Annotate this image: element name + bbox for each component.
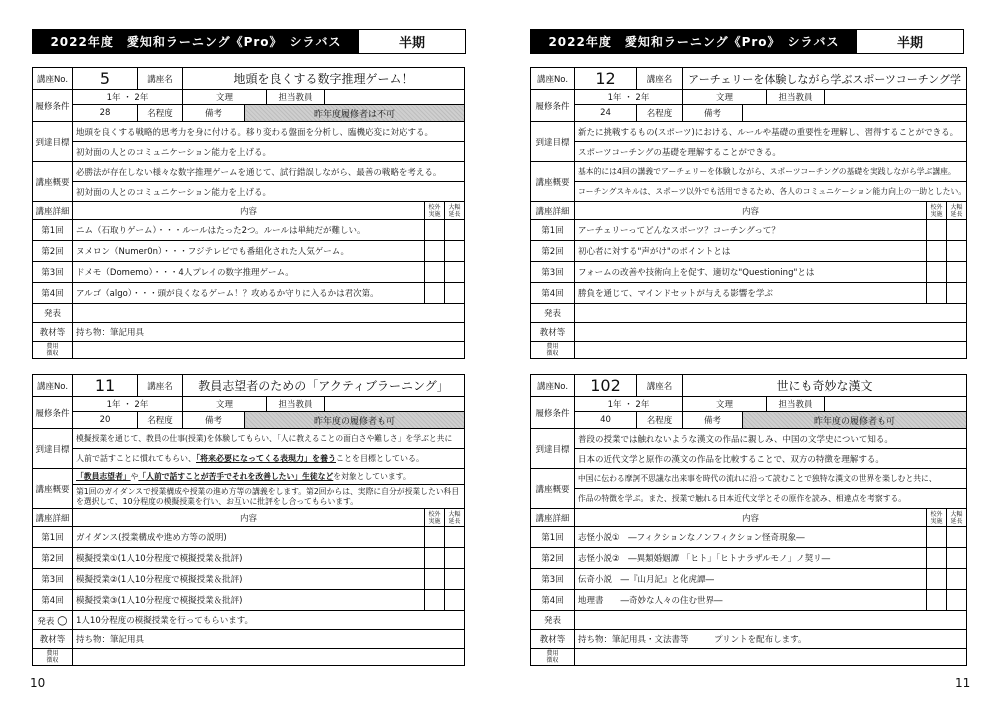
session-content: ニム（石取りゲーム）・・・ルールはたった2つ。ルールは単純だが難しい。 <box>73 220 425 241</box>
session-content: 地理書 ―奇妙な人々の住む世界― <box>575 590 927 611</box>
extended-cell <box>947 220 967 241</box>
overview-label: 講座概要 <box>33 469 73 509</box>
course-no-label: 講座No. <box>33 375 73 397</box>
track: 文理 <box>683 397 767 412</box>
syllabus-title: 2022年度 愛知和ラーニング《Pro》 シラバス <box>33 30 359 53</box>
goal-line: 新たに挑戦するもの(スポーツ)における、ルールや基礎の重要性を理解し、習得することができる。 <box>575 122 967 142</box>
presentation-value <box>575 304 967 323</box>
session-content: アーチェリーってどんなスポーツ？コーチングって？ <box>575 220 927 241</box>
instructor-value <box>325 90 465 105</box>
course-name-label: 講座名 <box>138 68 183 90</box>
session-label: 第3回 <box>531 262 575 283</box>
overview-line: コーチングスキルは、スポーツ以外でも活用できるため、各人のコミュニケーション能力向上の一助としたい。 <box>575 182 967 202</box>
course-name-label: 講座名 <box>637 68 683 90</box>
course-number: 102 <box>575 375 637 397</box>
fees-value <box>575 342 967 359</box>
offsite-header: 校外 実施 <box>927 509 947 527</box>
session-content: 初心者に対する"声がけ"のポイントとは <box>575 241 927 262</box>
session-content: ドメモ（Domemo）・・・4人プレイの数字推理ゲーム。 <box>73 262 425 283</box>
offsite-cell <box>927 569 947 590</box>
course-name: アーチェリーを体験しながら学ぶスポーツコーチング学 <box>683 68 967 90</box>
offsite-cell <box>425 283 445 304</box>
track: 文理 <box>183 90 267 105</box>
course-table <box>530 67 967 359</box>
capacity: 24 <box>575 105 637 122</box>
overview-line: 基本的には4回の講義でアーチェリーを体験しながら、スポーツコーチングの基礎を実践しながら学ぶ講座。 <box>575 162 967 182</box>
goals-label: 到達目標 <box>531 122 575 162</box>
fees-value <box>73 342 465 359</box>
goals-label: 到達目標 <box>33 122 73 162</box>
remarks-label: 備考 <box>183 105 245 122</box>
instructor-value <box>825 90 967 105</box>
grades: 1年 ・ 2年 <box>73 397 183 412</box>
extended-cell <box>445 527 465 548</box>
overview-line: 必勝法が存在しない様々な数字推理ゲームを通じて、試行錯誤しながら、最善の戦略を考える。 <box>73 162 465 182</box>
extended-cell <box>947 590 967 611</box>
extended-cell <box>947 527 967 548</box>
course-no-label: 講座No. <box>33 68 73 90</box>
materials-value: 持ち物：筆記用具 <box>73 323 465 342</box>
presentation-value: 1人10分程度の模擬授業を行ってもらいます。 <box>73 611 465 630</box>
course-name: 教員志望者のための「アクティブラーニング」 <box>183 375 465 397</box>
capacity-suffix: 名程度 <box>138 105 183 122</box>
capacity: 40 <box>575 412 637 429</box>
extended-header: 大幅 延長 <box>445 202 465 220</box>
course-table <box>32 67 465 359</box>
goal-text: 人前で話すことに慣れてもらい、 <box>76 454 196 463</box>
offsite-header: 校外 実施 <box>927 202 947 220</box>
page-right <box>500 0 1000 705</box>
presentation-label: 発表 <box>531 611 575 630</box>
course-name-label: 講座名 <box>637 375 683 397</box>
offsite-cell <box>927 262 947 283</box>
grades: 1年 ・ 2年 <box>73 90 183 105</box>
session-label: 第1回 <box>33 527 73 548</box>
fees-label: 費用 徴収 <box>33 342 73 359</box>
extended-cell <box>947 548 967 569</box>
remark-value: 昨年度の履修者も可 <box>743 412 967 429</box>
offsite-cell <box>927 283 947 304</box>
offsite-cell <box>927 590 947 611</box>
goals-label: 到達目標 <box>33 429 73 469</box>
offsite-cell <box>425 220 445 241</box>
session-label: 第3回 <box>33 569 73 590</box>
overview-label: 講座概要 <box>531 469 575 509</box>
session-content: 模擬授業①(1人10分程度で模擬授業＆批評) <box>73 548 425 569</box>
offsite-cell <box>927 241 947 262</box>
track: 文理 <box>183 397 267 412</box>
overview-label: 講座概要 <box>531 162 575 202</box>
extended-cell <box>445 590 465 611</box>
course-number: 11 <box>73 375 138 397</box>
capacity-suffix: 名程度 <box>637 412 683 429</box>
content-header: 内容 <box>575 509 927 527</box>
extended-header: 大幅 延長 <box>445 509 465 527</box>
content-header: 内容 <box>575 202 927 220</box>
remark-value: 昨年度の履修者も可 <box>245 412 465 429</box>
session-label: 第4回 <box>531 590 575 611</box>
offsite-cell <box>927 548 947 569</box>
overview-line: 第1回のガイダンスで授業構成や授業の進め方等の講義をします。第2回からは、実際に自分が授業したい科目を選択して、10分程度の模擬授業を行い、お互いに批評をし合ってもらいます。 <box>73 485 465 509</box>
extended-header: 大幅 延長 <box>947 202 967 220</box>
presentation-value <box>73 304 465 323</box>
grades: 1年 ・ 2年 <box>575 397 683 412</box>
goals-label: 到達目標 <box>531 429 575 469</box>
overview-emphasis: 「教員志望者」 <box>76 472 131 481</box>
fees-value <box>575 649 967 666</box>
materials-label: 教材等 <box>531 630 575 649</box>
goal-text: ことを目標としている。 <box>336 454 424 463</box>
materials-label: 教材等 <box>531 323 575 342</box>
extended-cell <box>445 241 465 262</box>
instructor-value <box>825 397 967 412</box>
term-label: 半期 <box>857 30 963 53</box>
offsite-cell <box>425 569 445 590</box>
offsite-header: 校外 実施 <box>425 509 445 527</box>
goal-line: 日本の近代文学と原作の漢文の作品を比較することで、双方の特徴を理解する。 <box>575 449 967 469</box>
page-number: 10 <box>30 676 46 690</box>
session-content: アルゴ（algo）・・・頭が良くなるゲーム！？攻めるか守りに入るかは君次第。 <box>73 283 425 304</box>
presentation-value <box>575 611 967 630</box>
fees-label: 費用 徴収 <box>33 649 73 666</box>
instructor-label: 担当教員 <box>767 90 825 105</box>
extended-cell <box>445 220 465 241</box>
goal-line: 初対面の人とのコミュニケーション能力を上げる。 <box>73 142 465 162</box>
page-header <box>530 29 964 54</box>
session-content: 模擬授業②(1人10分程度で模擬授業＆批評) <box>73 569 425 590</box>
capacity: 28 <box>73 105 138 122</box>
session-content: 模擬授業③(1人10分程度で模擬授業＆批評) <box>73 590 425 611</box>
remark-value <box>743 105 967 122</box>
capacity: 20 <box>73 412 138 429</box>
session-label: 第2回 <box>531 548 575 569</box>
overview-line <box>73 469 465 485</box>
session-label: 第1回 <box>531 220 575 241</box>
session-label: 第4回 <box>33 590 73 611</box>
course-name-label: 講座名 <box>138 375 183 397</box>
session-label: 第4回 <box>531 283 575 304</box>
session-content: 勝負を通じて、マインドセットが与える影響を学ぶ <box>575 283 927 304</box>
session-content: ヌメロン（Numer0n）・・・フジテレビでも番組化された人気ゲーム。 <box>73 241 425 262</box>
page-number: 11 <box>955 676 971 690</box>
requirements-label: 履修条件 <box>33 90 73 122</box>
goal-line: 地頭を良くする戦略的思考力を身に付ける。移り変わる盤面を分析し、臨機応変に対応する。 <box>73 122 465 142</box>
course-name: 世にも奇妙な漢文 <box>683 375 967 397</box>
goal-line <box>73 449 465 469</box>
track: 文理 <box>683 90 767 105</box>
course-name: 地頭を良くする数字推理ゲーム！ <box>183 68 465 90</box>
session-content: ガイダンス(授業構成や進め方等の説明) <box>73 527 425 548</box>
instructor-label: 担当教員 <box>267 397 325 412</box>
fees-value <box>73 649 465 666</box>
overview-line: 作品の特徴を学ぶ。また、授業で触れる日本近代文学とその原作を読み、相違点を考察する。 <box>575 489 967 509</box>
goal-line: 普段の授業では触れないような漢文の作品に親しみ、中国の文学史について知る。 <box>575 429 967 449</box>
remarks-label: 備考 <box>683 105 743 122</box>
content-header: 内容 <box>73 509 425 527</box>
fees-label: 費用 徴収 <box>531 649 575 666</box>
details-label: 講座詳細 <box>33 509 73 527</box>
extended-cell <box>947 569 967 590</box>
session-label: 第2回 <box>531 241 575 262</box>
goal-emphasis: 「将来必要になってくる表現力」を養う <box>196 454 336 463</box>
course-no-label: 講座No. <box>531 375 575 397</box>
offsite-cell <box>425 262 445 283</box>
overview-line: 初対面の人とのコミュニケーション能力を上げる。 <box>73 182 465 202</box>
instructor-value <box>325 397 465 412</box>
session-content: 志怪小説② ―異類婚姻譚 「ヒト」「ヒトナラザルモノ」ノ契リ― <box>575 548 927 569</box>
content-header: 内容 <box>73 202 425 220</box>
goal-line: 模擬授業を通じて、教員の仕事(授業)を体験してもらい、「人に教えることの面白さや難しさ」を学ぶと共に <box>73 429 465 449</box>
details-label: 講座詳細 <box>33 202 73 220</box>
materials-value: 持ち物：筆記用具 <box>73 630 465 649</box>
session-label: 第1回 <box>33 220 73 241</box>
presentation-label: 発表 <box>531 304 575 323</box>
session-content: 伝奇小説 ―『山月記』と化虎譚― <box>575 569 927 590</box>
extended-cell <box>445 283 465 304</box>
syllabus-title: 2022年度 愛知和ラーニング《Pro》 シラバス <box>531 30 857 53</box>
course-number: 12 <box>575 68 637 90</box>
requirements-label: 履修条件 <box>33 397 73 429</box>
presentation-label: 発表 <box>33 304 73 323</box>
extended-cell <box>445 569 465 590</box>
presentation-mark: ○ <box>57 613 68 627</box>
capacity-suffix: 名程度 <box>138 412 183 429</box>
extended-cell <box>947 283 967 304</box>
details-label: 講座詳細 <box>531 202 575 220</box>
course-table <box>530 374 967 666</box>
grades: 1年 ・ 2年 <box>575 90 683 105</box>
session-content: 志怪小説① ―フィクションなノンフィクション怪奇現象― <box>575 527 927 548</box>
materials-label: 教材等 <box>33 323 73 342</box>
overview-emphasis: 「人前で話すことが苦手でそれを改善したい」生徒など <box>138 472 334 481</box>
course-number: 5 <box>73 68 138 90</box>
offsite-cell <box>425 548 445 569</box>
requirements-label: 履修条件 <box>531 397 575 429</box>
materials-label: 教材等 <box>33 630 73 649</box>
remarks-label: 備考 <box>683 412 743 429</box>
presentation-label <box>33 611 73 630</box>
session-label: 第4回 <box>33 283 73 304</box>
offsite-cell <box>425 241 445 262</box>
term-label: 半期 <box>359 30 465 53</box>
materials-value: 持ち物：筆記用具・文法書等 プリントを配布します。 <box>575 630 967 649</box>
session-content: フォームの改善や技術向上を促す、適切な"Questioning"とは <box>575 262 927 283</box>
session-label: 第2回 <box>33 548 73 569</box>
remark-value: 昨年度履修者は不可 <box>245 105 465 122</box>
instructor-label: 担当教員 <box>267 90 325 105</box>
extended-cell <box>947 241 967 262</box>
offsite-cell <box>425 590 445 611</box>
extended-cell <box>947 262 967 283</box>
instructor-label: 担当教員 <box>767 397 825 412</box>
overview-line: 中国に伝わる摩訶不思議な出来事を時代の流れに沿って読むことで独特な漢文の世界を楽しむと共に、 <box>575 469 967 489</box>
course-no-label: 講座No. <box>531 68 575 90</box>
extended-header: 大幅 延長 <box>947 509 967 527</box>
fees-label: 費用 徴収 <box>531 342 575 359</box>
offsite-cell <box>927 220 947 241</box>
details-label: 講座詳細 <box>531 509 575 527</box>
overview-text: や <box>130 472 139 481</box>
page-header <box>32 29 466 54</box>
remarks-label: 備考 <box>183 412 245 429</box>
offsite-cell <box>927 527 947 548</box>
capacity-suffix: 名程度 <box>637 105 683 122</box>
session-label: 第3回 <box>33 262 73 283</box>
extended-cell <box>445 262 465 283</box>
offsite-header: 校外 実施 <box>425 202 445 220</box>
requirements-label: 履修条件 <box>531 90 575 122</box>
session-label: 第1回 <box>531 527 575 548</box>
session-label: 第2回 <box>33 241 73 262</box>
overview-text: を対象としています。 <box>333 472 411 481</box>
goal-line: スポーツコーチングの基礎を理解することができる。 <box>575 142 967 162</box>
session-label: 第3回 <box>531 569 575 590</box>
presentation-label-text: 発表 <box>37 617 55 627</box>
extended-cell <box>445 548 465 569</box>
offsite-cell <box>425 527 445 548</box>
overview-label: 講座概要 <box>33 162 73 202</box>
materials-value <box>575 323 967 342</box>
course-table <box>32 374 465 666</box>
